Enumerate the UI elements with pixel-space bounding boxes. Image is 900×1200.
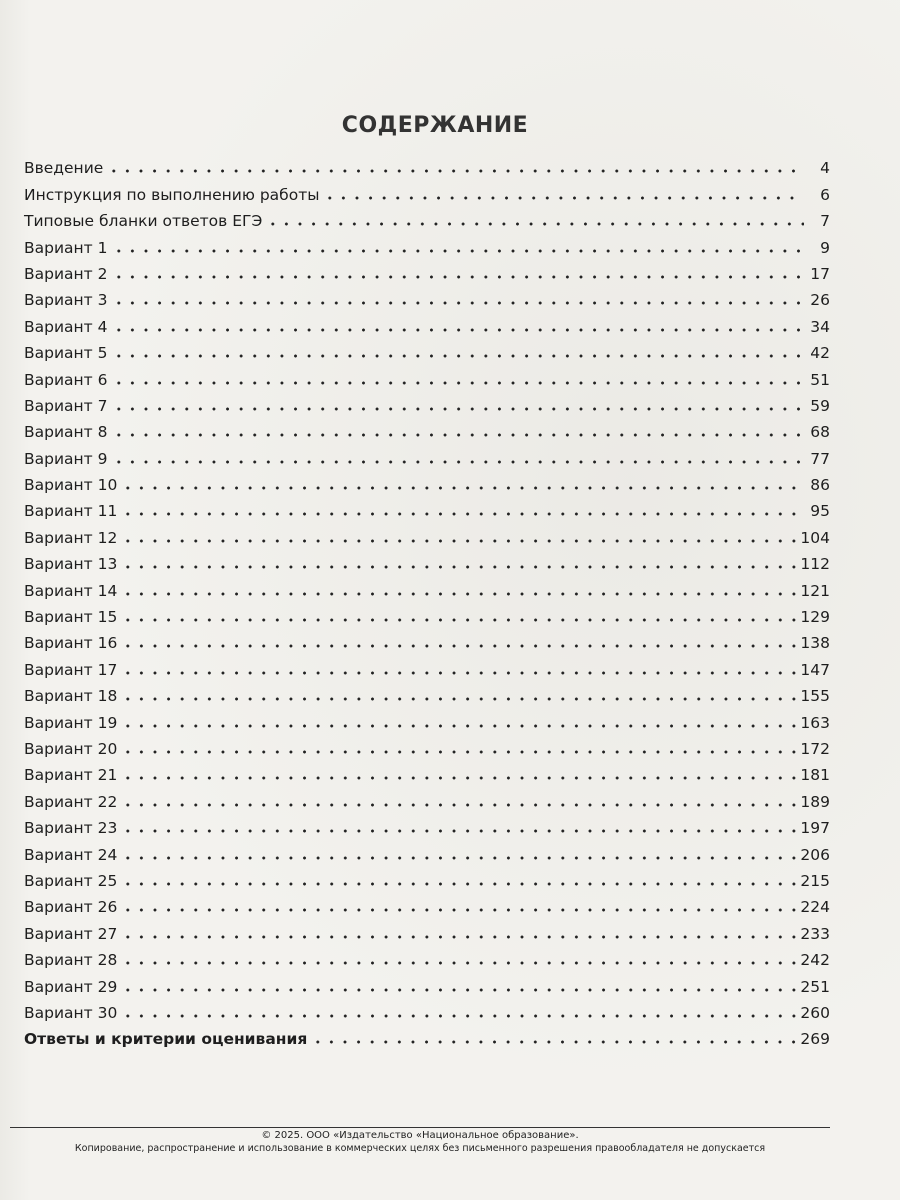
toc-entry bbox=[24, 495, 830, 521]
toc-dot-leader bbox=[311, 1040, 798, 1044]
toc-entry-page-number: 129 bbox=[800, 608, 830, 627]
toc-entry-page-number: 206 bbox=[800, 845, 830, 864]
toc-dot-leader bbox=[121, 988, 798, 992]
toc-entry-label: Инструкция по выполнению работы bbox=[24, 185, 320, 204]
toc-entry-label: Вариант 16 bbox=[24, 634, 118, 653]
toc-dot-leader bbox=[121, 829, 798, 833]
toc-dot-leader bbox=[121, 803, 798, 807]
toc-entry bbox=[24, 812, 830, 838]
toc-entry-page-number: 233 bbox=[800, 924, 830, 943]
toc-entry-label: Вариант 24 bbox=[24, 845, 118, 864]
page-title: СОДЕРЖАНИЕ bbox=[341, 112, 529, 138]
toc-entry-label: Вариант 17 bbox=[24, 660, 118, 679]
toc-entry bbox=[24, 231, 830, 257]
toc-entry-label: Вариант 30 bbox=[24, 1003, 118, 1022]
toc-entry bbox=[24, 653, 830, 679]
toc-entry-label: Вариант 20 bbox=[24, 739, 118, 758]
toc-entry-label: Вариант 4 bbox=[24, 317, 108, 336]
toc-dot-leader bbox=[112, 249, 805, 253]
toc-entry bbox=[24, 944, 830, 970]
toc-entry bbox=[24, 416, 830, 442]
toc-entry bbox=[24, 891, 830, 917]
toc-entry-page-number: 121 bbox=[800, 581, 830, 600]
toc-entry-label: Вариант 25 bbox=[24, 871, 118, 890]
toc-entry-page-number: 86 bbox=[810, 476, 830, 495]
toc-entry-label: Вариант 10 bbox=[24, 476, 118, 495]
toc-entry-label: Ответы и критерии оценивания bbox=[24, 1030, 308, 1049]
toc-entry bbox=[24, 785, 830, 811]
toc-entry-page-number: 34 bbox=[810, 317, 830, 336]
toc-dot-leader bbox=[266, 222, 804, 226]
toc-entry-label: Вариант 2 bbox=[24, 264, 108, 283]
footer-copyright: © 2025. ООО «Издательство «Национальное образование». bbox=[261, 1130, 579, 1141]
toc-entry-page-number: 251 bbox=[800, 977, 830, 996]
toc-entry-label: Вариант 11 bbox=[24, 502, 118, 521]
toc-entry bbox=[24, 258, 830, 284]
toc-entry-label: Вариант 13 bbox=[24, 555, 118, 574]
toc-entry bbox=[24, 152, 830, 178]
toc-dot-leader bbox=[121, 512, 804, 516]
toc-dot-leader bbox=[121, 776, 798, 780]
toc-entry bbox=[24, 521, 830, 547]
toc-entry-page-number: 7 bbox=[820, 212, 830, 231]
toc-entry-label: Вариант 21 bbox=[24, 766, 118, 785]
toc-dot-leader bbox=[121, 908, 798, 912]
toc-entry-page-number: 181 bbox=[800, 766, 830, 785]
toc-dot-leader bbox=[112, 381, 805, 385]
footer-notice: Копирование, распространение и использование в коммерческих целях без письменного разрешения правообладателя не допускается bbox=[74, 1143, 766, 1154]
toc-dot-leader bbox=[112, 301, 805, 305]
toc-entry bbox=[24, 310, 830, 336]
toc-entry-page-number: 269 bbox=[800, 1030, 830, 1049]
toc-entry bbox=[24, 205, 830, 231]
toc-entry bbox=[24, 469, 830, 495]
toc-entry bbox=[24, 601, 830, 627]
toc-entry-label: Вариант 15 bbox=[24, 608, 118, 627]
toc-entry bbox=[24, 442, 830, 468]
toc-entry-page-number: 9 bbox=[820, 238, 830, 257]
toc-entry-label: Вариант 1 bbox=[24, 238, 108, 257]
toc-entry-page-number: 260 bbox=[800, 1003, 830, 1022]
toc-entry bbox=[24, 337, 830, 363]
toc-entry bbox=[24, 865, 830, 891]
toc-entry bbox=[24, 970, 830, 996]
toc-dot-leader bbox=[121, 697, 798, 701]
toc-entry bbox=[24, 838, 830, 864]
toc-entry bbox=[24, 574, 830, 600]
footer-divider bbox=[10, 1127, 830, 1128]
toc-dot-leader bbox=[121, 856, 798, 860]
toc-entry-label: Вариант 3 bbox=[24, 291, 108, 310]
toc-entry-label: Вариант 19 bbox=[24, 713, 118, 732]
toc-entry bbox=[24, 917, 830, 943]
toc-dot-leader bbox=[112, 433, 805, 437]
toc-entry-page-number: 112 bbox=[800, 555, 830, 574]
toc-entry bbox=[24, 548, 830, 574]
toc-dot-leader bbox=[121, 592, 798, 596]
toc-entry-page-number: 242 bbox=[800, 951, 830, 970]
toc-dot-leader bbox=[107, 169, 804, 173]
toc-entry-page-number: 215 bbox=[800, 871, 830, 890]
toc-dot-leader bbox=[121, 644, 798, 648]
toc-entry-page-number: 26 bbox=[810, 291, 830, 310]
toc-entry-page-number: 155 bbox=[800, 687, 830, 706]
toc-dot-leader bbox=[121, 671, 798, 675]
toc-dot-leader bbox=[121, 486, 804, 490]
toc-entry-page-number: 17 bbox=[810, 264, 830, 283]
toc-entry bbox=[24, 1023, 830, 1049]
toc-dot-leader bbox=[121, 750, 798, 754]
toc-entry bbox=[24, 284, 830, 310]
toc-dot-leader bbox=[121, 1014, 798, 1018]
toc-entry-label: Вариант 29 bbox=[24, 977, 118, 996]
toc-entry-label: Вариант 7 bbox=[24, 396, 108, 415]
toc-entry-page-number: 197 bbox=[800, 819, 830, 838]
toc-entry bbox=[24, 733, 830, 759]
toc-entry bbox=[24, 627, 830, 653]
toc-entry-page-number: 147 bbox=[800, 660, 830, 679]
toc-entry-label: Типовые бланки ответов ЕГЭ bbox=[24, 212, 263, 231]
toc-entry-label: Вариант 26 bbox=[24, 898, 118, 917]
toc-dot-leader bbox=[112, 328, 805, 332]
toc-dot-leader bbox=[112, 407, 805, 411]
toc-entry-page-number: 59 bbox=[810, 396, 830, 415]
toc-dot-leader bbox=[112, 354, 805, 358]
toc-entry-label: Вариант 6 bbox=[24, 370, 108, 389]
toc-dot-leader bbox=[121, 539, 798, 543]
toc-entry-page-number: 138 bbox=[800, 634, 830, 653]
toc-entry bbox=[24, 706, 830, 732]
toc-entry-label: Вариант 8 bbox=[24, 423, 108, 442]
toc-entry-label: Вариант 27 bbox=[24, 924, 118, 943]
toc-entry-page-number: 4 bbox=[820, 159, 830, 178]
toc-entry-label: Вариант 5 bbox=[24, 344, 108, 363]
toc-entry-label: Вариант 22 bbox=[24, 792, 118, 811]
toc-entry-label: Вариант 9 bbox=[24, 449, 108, 468]
toc-entry-page-number: 68 bbox=[810, 423, 830, 442]
toc-entry-page-number: 95 bbox=[810, 502, 830, 521]
toc-entry-label: Вариант 18 bbox=[24, 687, 118, 706]
toc-entry-page-number: 163 bbox=[800, 713, 830, 732]
toc-dot-leader bbox=[121, 565, 798, 569]
toc-entry bbox=[24, 997, 830, 1023]
toc-entry-page-number: 104 bbox=[800, 528, 830, 547]
toc-entry bbox=[24, 178, 830, 204]
toc-entry bbox=[24, 390, 830, 416]
toc-entry-page-number: 189 bbox=[800, 792, 830, 811]
toc-entry-label: Вариант 14 bbox=[24, 581, 118, 600]
toc-dot-leader bbox=[121, 882, 798, 886]
toc-entry bbox=[24, 680, 830, 706]
toc-entry-page-number: 224 bbox=[800, 898, 830, 917]
toc-dot-leader bbox=[121, 961, 798, 965]
toc-entry-page-number: 77 bbox=[810, 449, 830, 468]
toc-entry-page-number: 42 bbox=[810, 344, 830, 363]
toc-entry-page-number: 172 bbox=[800, 739, 830, 758]
toc-dot-leader bbox=[112, 460, 805, 464]
toc-entry-label: Вариант 23 bbox=[24, 819, 118, 838]
toc-dot-leader bbox=[323, 196, 804, 200]
toc-entry bbox=[24, 363, 830, 389]
toc-dot-leader bbox=[112, 275, 805, 279]
table-of-contents bbox=[24, 152, 830, 1049]
toc-entry-label: Вариант 28 bbox=[24, 951, 118, 970]
toc-entry bbox=[24, 759, 830, 785]
toc-entry-label: Введение bbox=[24, 159, 104, 178]
toc-dot-leader bbox=[121, 935, 798, 939]
toc-entry-page-number: 51 bbox=[810, 370, 830, 389]
toc-entry-page-number: 6 bbox=[820, 185, 830, 204]
toc-entry-label: Вариант 12 bbox=[24, 528, 118, 547]
toc-dot-leader bbox=[121, 724, 798, 728]
toc-dot-leader bbox=[121, 618, 798, 622]
